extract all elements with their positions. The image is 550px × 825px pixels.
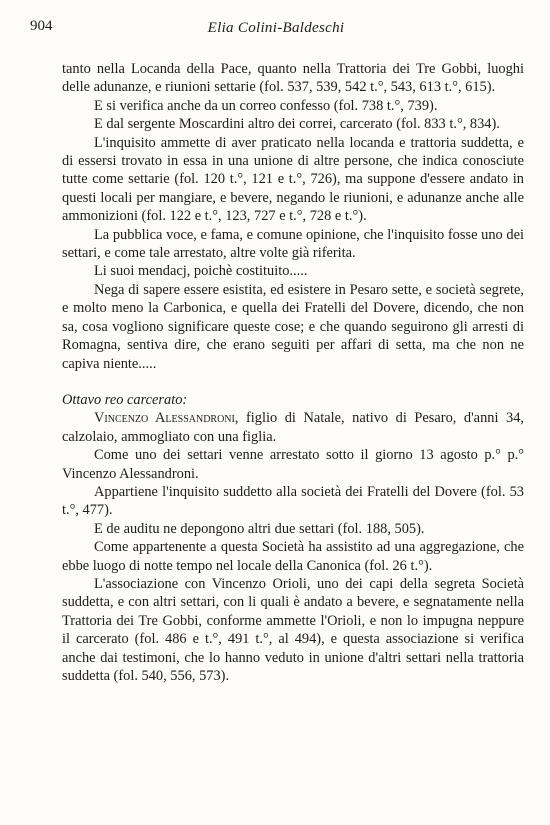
paragraph: E de auditu ne depongono altri due settari (fol. 188, 505). bbox=[94, 520, 425, 537]
paragraph: E si verifica anche da un correo confesso (fol. 738 t.°, 739). bbox=[94, 97, 438, 114]
page-header bbox=[30, 18, 522, 44]
defendant-details: figlio di Natale, nativo di Pesaro, d'anni 34, calzolaio, ammogliato con una figlia. bbox=[62, 410, 524, 445]
paragraph: Come uno dei settari venne arrestato sotto il giorno 13 agosto p.° p.° Vincenzo Alessandroni. bbox=[62, 447, 524, 482]
paragraph: L'inquisito ammette di aver praticato nella locanda e trattoria suddetta, e di essersi trovato in essa in una unione di altre persone, che indica conosciute tutte come settarie (fol. 120 t.°, 121 e t.°, 726), ma suppone d'essere andato in questi locali per mangiare, e bevere, negando le riunioni, e adunanze anche alle ammonizioni (fol. 122 e t.°, 123, 727 e t.°, 728 e t.°). bbox=[62, 134, 524, 225]
paragraph: E dal sergente Moscardini altro dei correi, carcerato (fol. 833 t.°, 834). bbox=[94, 116, 500, 133]
paragraph: Come appartenente a questa Società ha assistito ad una aggregazione, che ebbe luogo di notte tempo nel locale della Canonica (fol. 26 t.°). bbox=[62, 539, 524, 574]
page-number: 904 bbox=[30, 18, 53, 34]
paragraph: La pubblica voce, e fama, e comune opinione, che l'inquisito fosse uno dei settari, e come tale arrestato, altre volte già riferita. bbox=[62, 226, 524, 262]
paragraph: Nega di sapere essere esistita, ed esistere in Pesaro sette, e società segrete, e molto meno la Carbonica, e quella dei Fratelli del Dovere, dicendo, che non sa, cosa vogliono significare queste cose; e che quando seguirono gli arresti di Romagna, sentiva dire, che erano seguiti per affari di setta, ma che non ne capiva niente..... bbox=[62, 281, 524, 372]
paragraph: tanto nella Locanda della Pace, quanto nella Trattoria dei Tre Gobbi, luoghi delle adunanze, e riunioni settarie (fol. 537, 539, 542 t.°, 543, 613 t.°, 615). bbox=[62, 61, 524, 96]
running-title: Elia Colini-Baldeschi bbox=[207, 20, 345, 36]
paragraph: L'associazione con Vincenzo Orioli, uno dei capi della segreta Società suddetta, e con altri settari, con li quali è andato a bevere, e segnatamente nella Trattoria dei Tre Gobbi, conforme ammette l'Orioli, e non lo impugna neppure il carcerato (fol. 486 e t.°, 491 t.°, al 494), e questa associazione si verifica anche dai testimoni, che lo hanno veduto in unione d'altri settari nella trattoria suddetta (fol. 540, 556, 573). bbox=[62, 575, 524, 684]
paragraph: Appartiene l'inquisito suddetto alla società dei Fratelli del Dovere (fol. 53 t.°, 477). bbox=[62, 483, 524, 519]
body-text bbox=[62, 60, 524, 685]
paragraph: Li suoi mendacj, poichè costituito..... bbox=[94, 263, 308, 280]
defendant-name: Vincenzo Alessandroni, bbox=[94, 410, 239, 427]
paragraph bbox=[62, 409, 524, 446]
section-heading: Ottavo reo carcerato: bbox=[62, 391, 188, 408]
